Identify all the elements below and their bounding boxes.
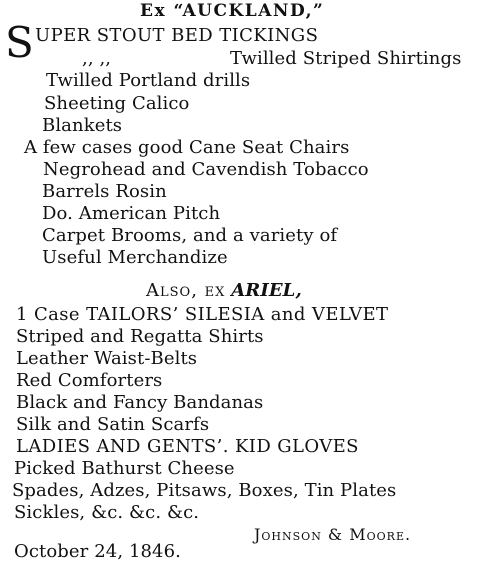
list-item: Useful Merchandize xyxy=(42,247,228,268)
also-line xyxy=(146,280,302,302)
list-item: Picked Bathurst Cheese xyxy=(14,458,235,479)
list-item: Sickles, &c. &c. &c. xyxy=(14,502,200,523)
ditto-marks: ,, ,, xyxy=(82,48,112,69)
first-line-text: UPER STOUT BED TICKINGS xyxy=(35,25,319,46)
list-item: Silk and Satin Scarfs xyxy=(16,414,210,435)
list-item: Blankets xyxy=(42,115,123,136)
drop-cap: S xyxy=(5,18,34,67)
list-item: Twilled Striped Shirtings xyxy=(230,48,462,69)
list-item: Do. American Pitch xyxy=(42,203,221,224)
also-prefix: Also, ex xyxy=(146,280,226,301)
list-item: Carpet Brooms, and a variety of xyxy=(42,225,338,246)
advertisement-title: Ex “AUCKLAND,” xyxy=(140,1,325,21)
list-item: A few cases good Cane Seat Chairs xyxy=(24,137,350,158)
list-item: Sheeting Calico xyxy=(44,93,190,114)
list-item: Leather Waist-Belts xyxy=(16,348,198,369)
list-item: Twilled Portland drills xyxy=(46,70,251,91)
list-item: LADIES AND GENTS’. KID GLOVES xyxy=(16,436,359,457)
list-item: Red Comforters xyxy=(16,370,163,391)
list-item: Striped and Regatta Shirts xyxy=(16,326,264,347)
list-item: Barrels Rosin xyxy=(42,181,167,202)
signature: Johnson & Moore. xyxy=(254,525,412,544)
list-item: Negrohead and Cavendish Tobacco xyxy=(43,159,369,180)
list-item: 1 Case TAILORS’ SILESIA and VELVET xyxy=(16,304,389,325)
list-item: Spades, Adzes, Pitsaws, Boxes, Tin Plates xyxy=(12,480,397,501)
date-line: October 24, 1846. xyxy=(14,541,181,562)
list-item: Black and Fancy Bandanas xyxy=(16,392,264,413)
ship-name: ARIEL, xyxy=(231,280,302,301)
